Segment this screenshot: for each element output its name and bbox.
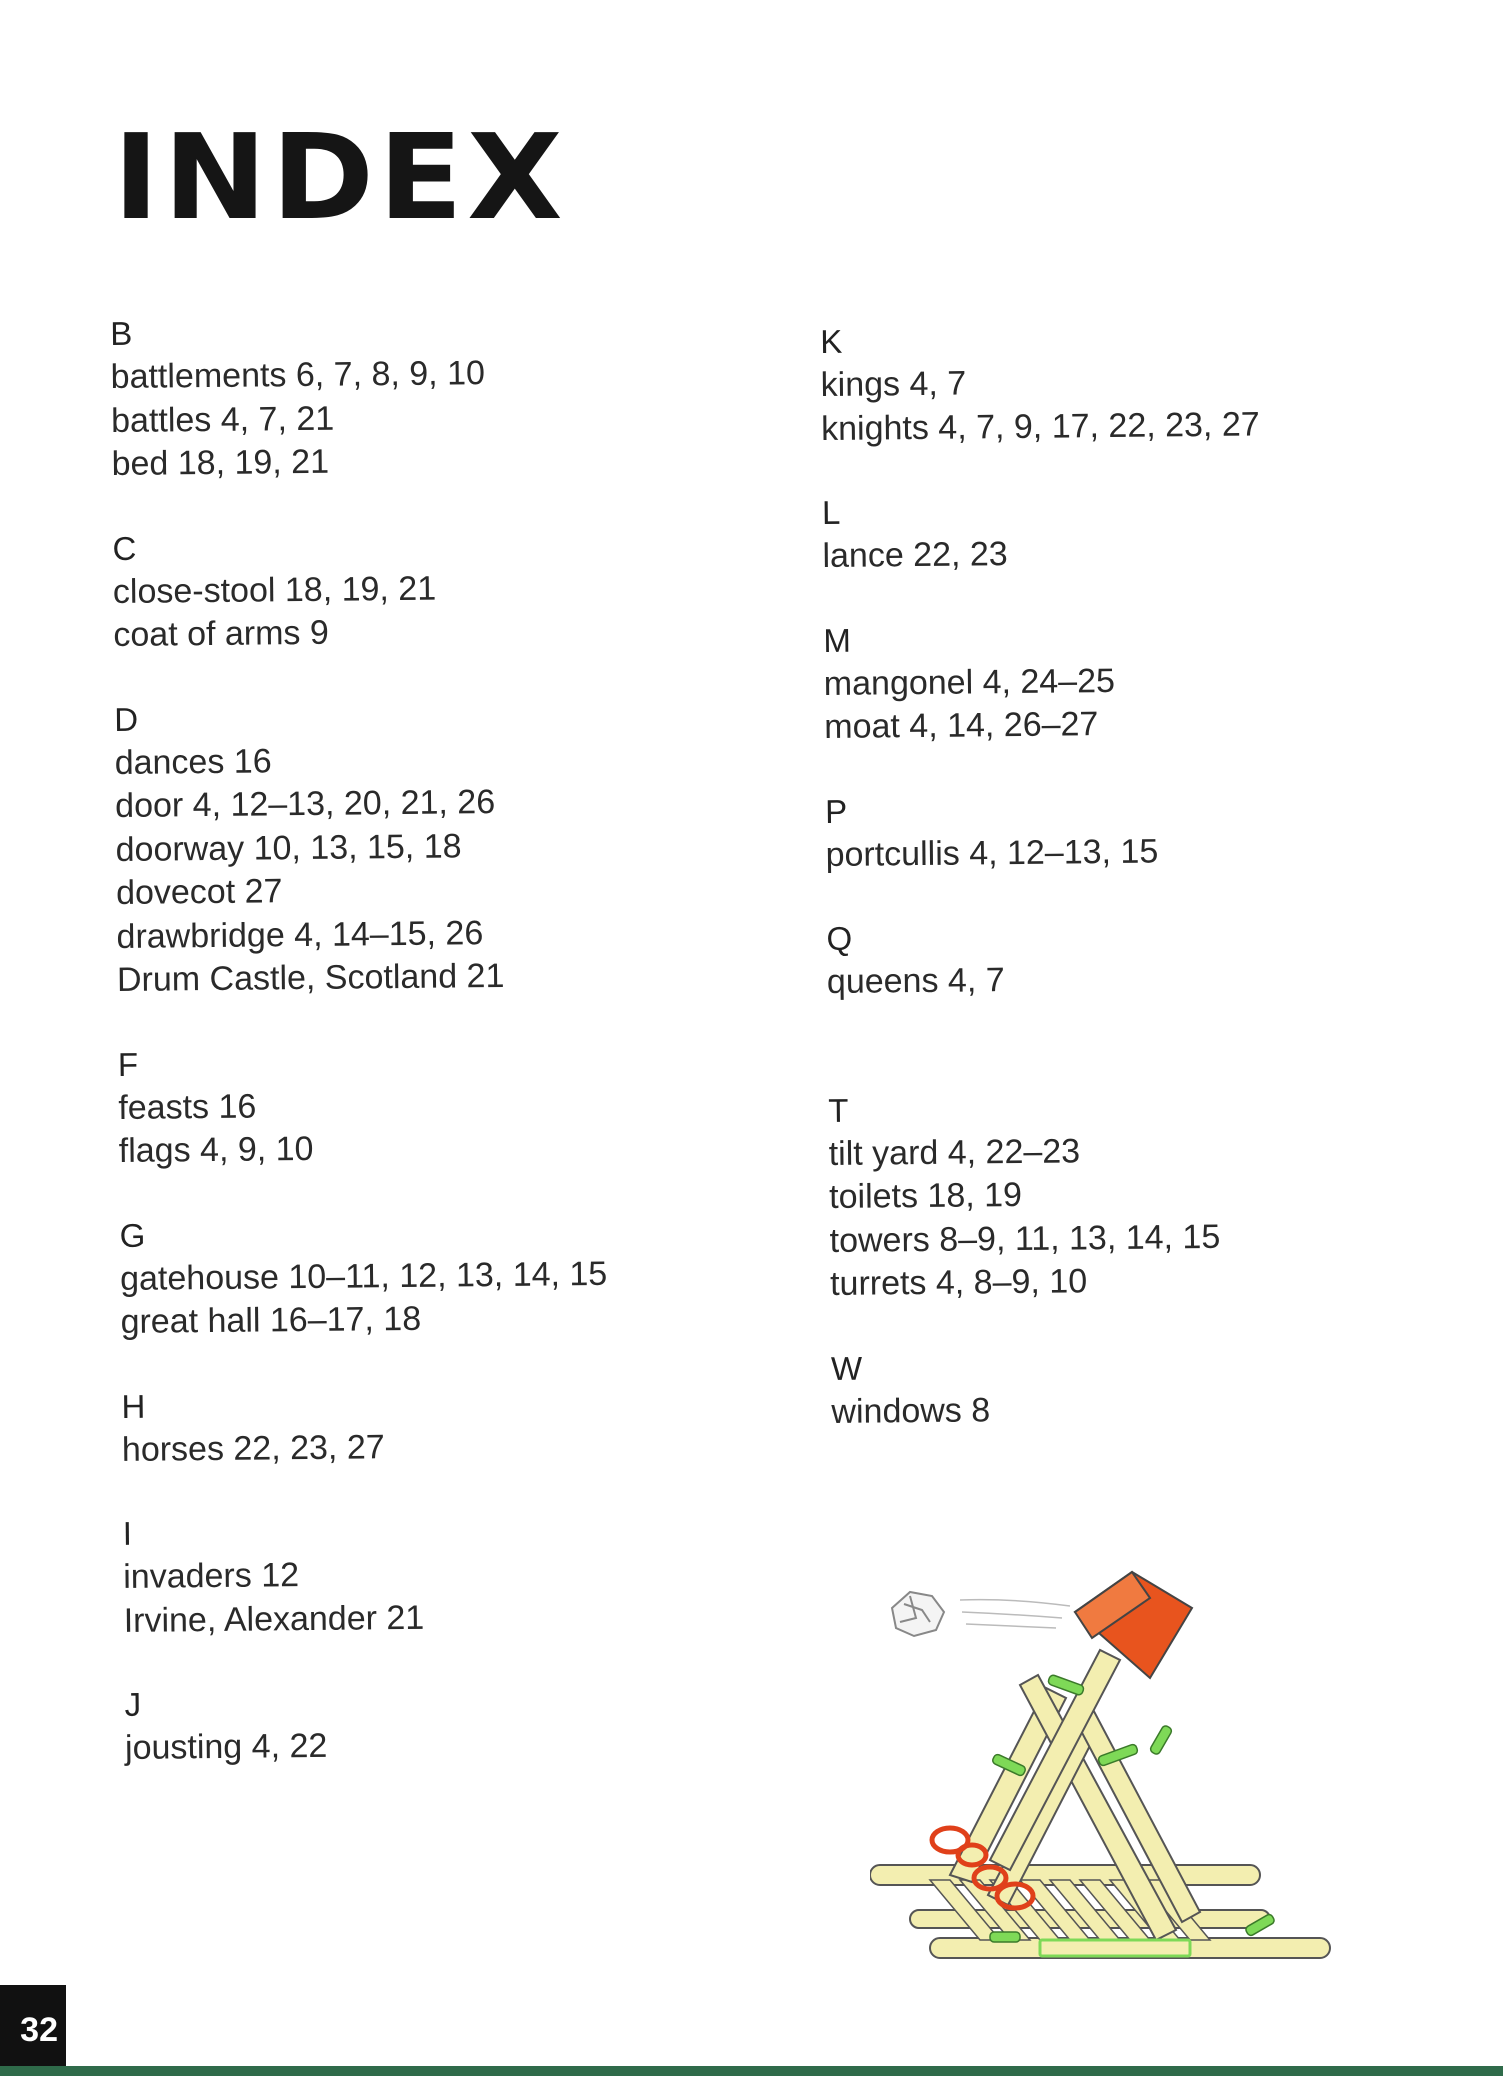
section-letter: P bbox=[824, 792, 848, 830]
index-entry: jousting 4, 22 bbox=[124, 1726, 328, 1767]
index-entry: towers 8–9, 11, 13, 14, 15 bbox=[829, 1217, 1221, 1260]
index-entry: windows 8 bbox=[831, 1390, 991, 1431]
index-entry: moat 4, 14, 26–27 bbox=[824, 705, 1099, 746]
section-letter: M bbox=[823, 621, 852, 659]
page-number: 32 bbox=[0, 1985, 66, 2076]
index-entry: queens 4, 7 bbox=[826, 961, 1005, 1001]
index-entry: portcullis 4, 12–13, 15 bbox=[825, 831, 1159, 874]
section-letter: B bbox=[110, 314, 133, 352]
index-entry: tilt yard 4, 22–23 bbox=[828, 1131, 1081, 1173]
section-letter: C bbox=[112, 529, 137, 567]
catapult-model-icon bbox=[870, 1560, 1340, 1980]
index-section-b bbox=[110, 306, 732, 487]
index-entry: Irvine, Alexander 21 bbox=[123, 1598, 425, 1640]
paper-ball-icon bbox=[892, 1592, 944, 1636]
page-bottom-edge bbox=[0, 2066, 1503, 2076]
index-entry: door 4, 12–13, 20, 21, 26 bbox=[114, 782, 496, 825]
index-section-j bbox=[124, 1676, 745, 1770]
index-entry: gatehouse 10–11, 12, 13, 14, 15 bbox=[119, 1254, 608, 1298]
index-entry: doorway 10, 13, 15, 18 bbox=[115, 826, 462, 869]
index-section-k bbox=[820, 314, 1441, 451]
section-letter: Q bbox=[826, 919, 853, 957]
index-entry: knights 4, 7, 9, 17, 22, 23, 27 bbox=[820, 404, 1260, 448]
index-section-t bbox=[828, 1082, 1450, 1306]
index-entry: battlements 6, 7, 8, 9, 10 bbox=[110, 354, 486, 396]
section-letter: D bbox=[114, 700, 139, 738]
index-section-f bbox=[118, 1036, 739, 1173]
index-entry: toilets 18, 19 bbox=[828, 1175, 1023, 1216]
section-letter: K bbox=[820, 322, 843, 360]
page-title: INDEX bbox=[113, 108, 567, 246]
index-column-right bbox=[820, 314, 1452, 1474]
index-entry: dances 16 bbox=[114, 741, 272, 782]
section-letter: F bbox=[117, 1045, 139, 1083]
section-letter: G bbox=[119, 1216, 146, 1254]
index-entry: battles 4, 7, 21 bbox=[110, 399, 335, 440]
index-entry: invaders 12 bbox=[123, 1556, 300, 1596]
index-entry: bed 18, 19, 21 bbox=[111, 442, 330, 483]
index-column-left bbox=[110, 306, 746, 1811]
index-entry: mangonel 4, 24–25 bbox=[823, 661, 1116, 703]
index-section-i bbox=[123, 1505, 744, 1642]
index-entry: great hall 16–17, 18 bbox=[120, 1299, 422, 1341]
index-entry: coat of arms 9 bbox=[113, 613, 329, 654]
index-entry: dovecot 27 bbox=[115, 872, 283, 912]
index-entry: lance 22, 23 bbox=[822, 535, 1008, 575]
index-section-m bbox=[823, 612, 1444, 749]
index-entry: kings 4, 7 bbox=[820, 364, 967, 404]
index-section-q bbox=[826, 910, 1447, 1004]
section-letter: T bbox=[828, 1091, 849, 1129]
index-section-h bbox=[121, 1378, 742, 1472]
section-letter: H bbox=[121, 1387, 146, 1425]
section-letter: W bbox=[830, 1349, 863, 1387]
index-entry: turrets 4, 8–9, 10 bbox=[829, 1262, 1088, 1303]
index-entry: horses 22, 23, 27 bbox=[121, 1427, 385, 1469]
index-section-g bbox=[119, 1207, 740, 1344]
index-entry: close-stool 18, 19, 21 bbox=[112, 569, 437, 611]
section-letter: J bbox=[124, 1685, 142, 1723]
index-section-l bbox=[822, 484, 1443, 578]
index-entry: drawbridge 4, 14–15, 26 bbox=[116, 913, 484, 956]
index-section-w bbox=[831, 1340, 1452, 1434]
index-entry: Drum Castle, Scotland 21 bbox=[116, 956, 505, 999]
section-letter: I bbox=[122, 1514, 133, 1552]
index-section-c bbox=[112, 520, 733, 657]
index-section-p bbox=[825, 783, 1446, 877]
index-entry: flags 4, 9, 10 bbox=[118, 1129, 314, 1170]
index-entry: feasts 16 bbox=[118, 1087, 257, 1127]
index-section-d bbox=[114, 691, 737, 1002]
section-letter: L bbox=[821, 493, 841, 531]
